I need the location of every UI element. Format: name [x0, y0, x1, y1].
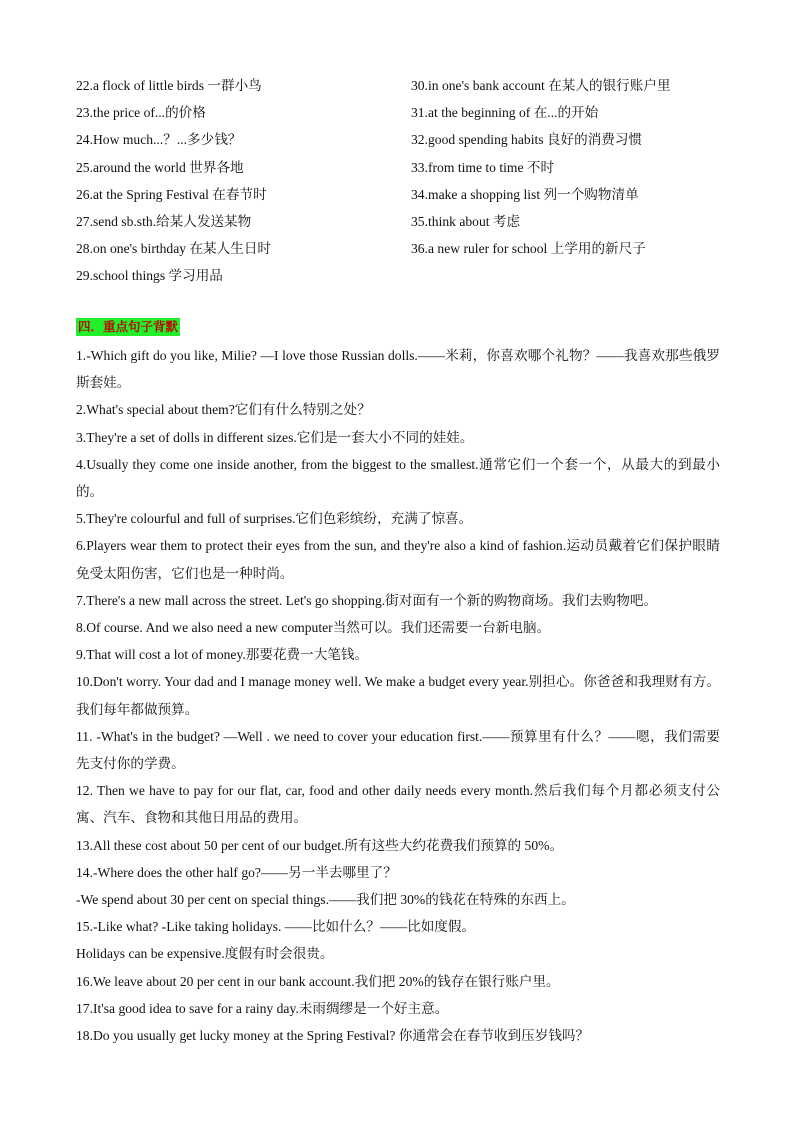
sentence-item: Holidays can be expensive.度假有时会很贵。 — [76, 946, 334, 962]
sentence-item: 6.Players wear them to protect their eyes from the sun, and they're also a kind of fashion.运动员戴着它们保护眼睛免受太阳伤害，它们也是一种时尚。 — [76, 538, 720, 581]
section-heading: 四．重点句子背默 — [78, 319, 179, 334]
phrase-item: 36.a new ruler for school 上学用的新尺子 — [411, 241, 646, 257]
sentence-item: 4.Usually they come one inside another, from the biggest to the smallest.通常它们一个套一个，从最大的到最小的。 — [76, 456, 720, 500]
sentence-item: 16.We leave about 20 per cent in our bank account.我们把 20%的钱存在银行账户里。 — [76, 973, 560, 989]
phrase-item: 25.around the world 世界各地 — [76, 159, 244, 175]
sentence-item: -We spend about 30 per cent on special things.——我们把 30%的钱花在特殊的东西上。 — [76, 892, 575, 908]
sentence-item: 8.Of course. And we also need a new computer当然可以。我们还需要一台新电脑。 — [76, 620, 551, 636]
sentence-item: 10.Don't worry. Your dad and I manage money well. We make a budget every year.别担心。你爸爸和我理财有方。我们每年都做预算。 — [76, 674, 720, 717]
phrase-item: 34.make a shopping list 列一个购物清单 — [411, 186, 639, 202]
sentence-item: 12. Then we have to pay for our flat, car, food and other daily needs every month.然后我们每个月都必须支付公寓、汽车、食物和其他日用品的费用。 — [76, 783, 720, 826]
phrase-column-left — [76, 76, 406, 294]
sentence-item: 15.-Like what? -Like taking holidays. ——比如什么？——比如度假。 — [76, 919, 476, 935]
sentence-list — [76, 342, 720, 1049]
sentence-item: 11. -What's in the budget? —Well . we need to cover your education first.——预算里有什么？——嗯，我们需要先支付你的学费。 — [76, 728, 720, 772]
phrase-item: 32.good spending habits 良好的消费习惯 — [411, 132, 643, 148]
phrase-item: 24.How much...？...多少钱？ — [76, 132, 242, 148]
sentence-item: 17.It'sa good idea to save for a rainy day.未雨绸缪是一个好主意。 — [76, 1000, 449, 1016]
phrase-item: 28.on one's birthday 在某人生日时 — [76, 241, 272, 257]
phrase-item: 27.send sb.sth.给某人发送某物 — [76, 213, 252, 229]
phrase-item: 30.in one's bank account 在某人的银行账户里 — [411, 78, 671, 93]
sentence-item: 5.They're colourful and full of surprises.它们色彩缤纷，充满了惊喜。 — [76, 511, 473, 527]
sentence-item: 3.They're a set of dolls in different sizes.它们是一套大小不同的娃娃。 — [76, 429, 474, 445]
phrase-item: 22.a flock of little birds 一群小鸟 — [76, 78, 262, 93]
sentence-item: 7.There's a new mall across the street. Let's go shopping.街对面有一个新的购物商场。我们去购物吧。 — [76, 592, 658, 608]
phrase-column-right — [411, 76, 771, 266]
sentence-item: 13.All these cost about 50 per cent of our budget.所有这些大约花费我们预算的 50%。 — [76, 837, 564, 853]
sentence-item: 14.-Where does the other half go?——另一半去哪里了？ — [76, 864, 397, 880]
phrase-item: 26.at the Spring Festival 在春节时 — [76, 186, 267, 202]
phrase-item: 29.school things 学习用品 — [76, 268, 223, 284]
phrase-item: 35.think about 考虑 — [411, 213, 521, 229]
sentence-item: 1.-Which gift do you like, Milie? —I love those Russian dolls.——米莉，你喜欢哪个礼物？——我喜欢那些俄罗斯套娃。 — [76, 348, 720, 391]
sentence-item: 9.That will cost a lot of money.那要花费一大笔钱。 — [76, 647, 369, 663]
phrase-item: 31.at the beginning of 在...的开始 — [411, 105, 599, 121]
sentence-item: 18.Do you usually get lucky money at the Spring Festival? 你通常会在春节收到压岁钱吗？ — [76, 1028, 590, 1044]
phrase-item: 23.the price of...的价格 — [76, 105, 206, 121]
sentence-item: 2.What's special about them?它们有什么特别之处？ — [76, 402, 371, 418]
phrase-item: 33.from time to time 不时 — [411, 159, 555, 175]
